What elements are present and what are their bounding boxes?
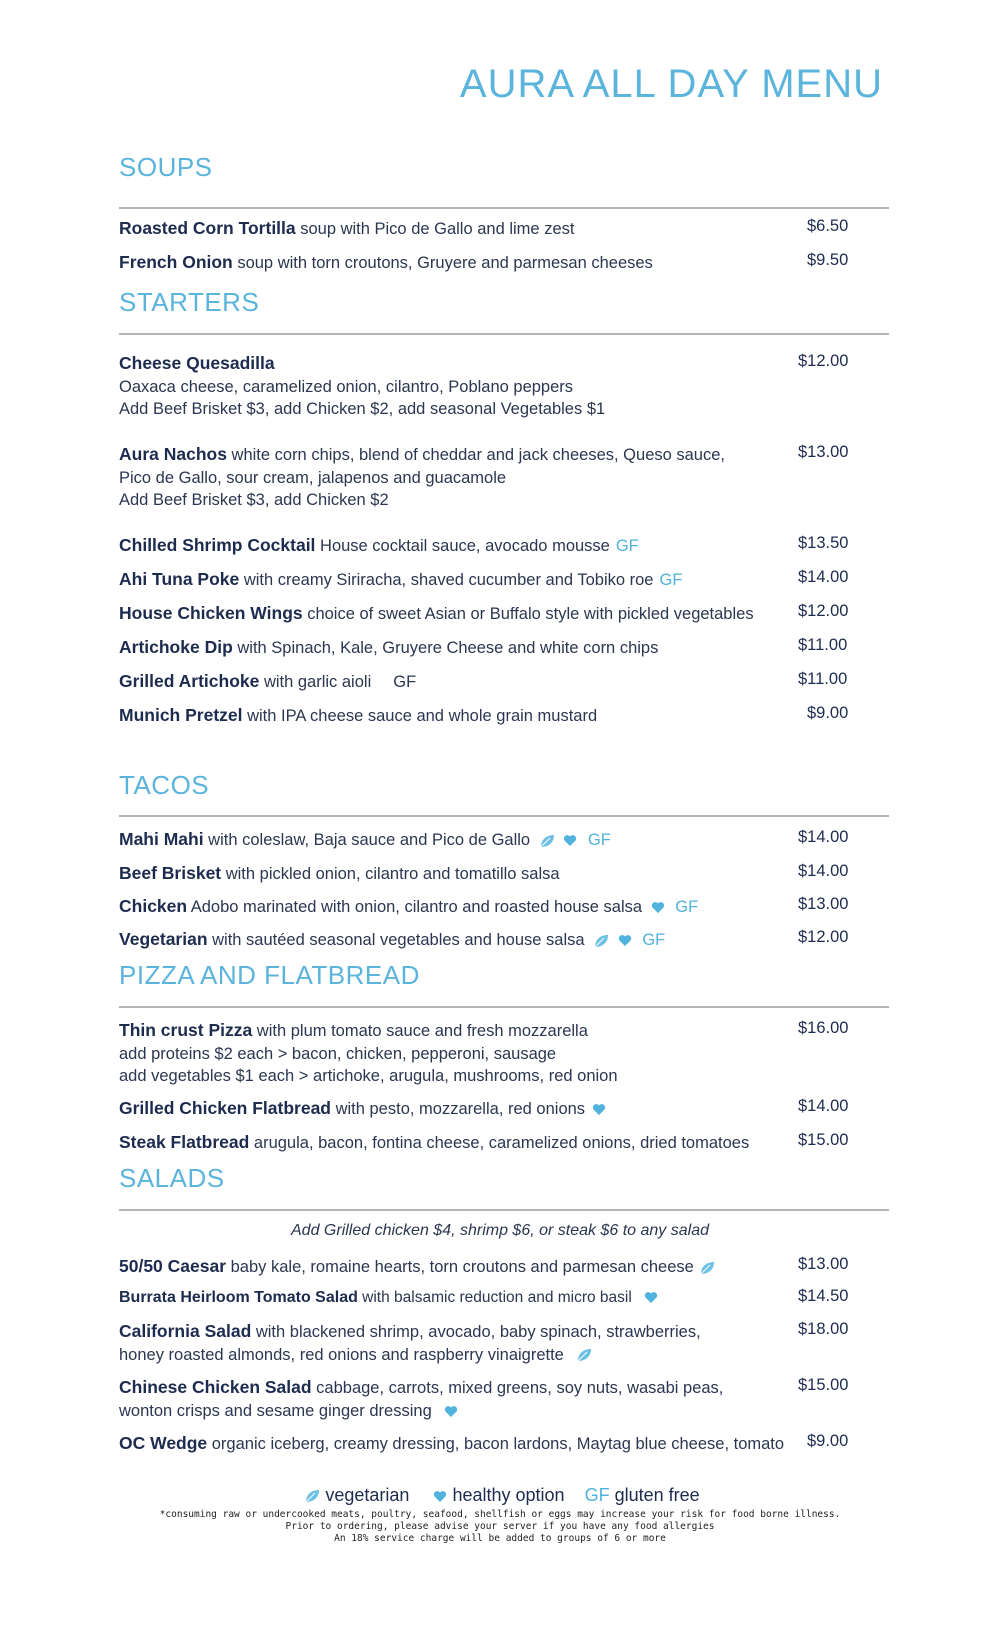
menu-item xyxy=(119,895,839,919)
leaf-icon xyxy=(539,834,555,848)
menu-item xyxy=(119,1255,839,1279)
menu-item xyxy=(119,251,839,275)
section-heading: STARTERS xyxy=(119,287,260,317)
item-name: Thin crust Pizza xyxy=(119,1020,253,1040)
item-desc: with pickled onion, cilantro and tomatillo salsa xyxy=(221,865,560,883)
section-heading: TACOS xyxy=(119,770,210,800)
menu-item xyxy=(119,602,839,626)
item-desc: with IPA cheese sauce and whole grain mustard xyxy=(242,707,598,725)
item-desc: with sautéed seasonal vegetables and house salsa xyxy=(207,931,585,949)
item-price: $14.00 xyxy=(798,828,849,846)
item-desc: with coleslaw, Baja sauce and Pico de Gallo xyxy=(203,831,531,849)
heart-icon xyxy=(563,834,577,847)
gf-badge: GF xyxy=(393,673,417,691)
item-price: $12.00 xyxy=(798,928,849,946)
item-name: OC Wedge xyxy=(119,1433,208,1453)
salad-addon-note: Add Grilled chicken $4, shrimp $6, or steak $6 to any salad xyxy=(291,1222,709,1239)
section-pizza xyxy=(119,960,889,991)
item-price: $18.00 xyxy=(798,1320,849,1338)
item-name: Aura Nachos xyxy=(119,444,227,464)
item-price: $12.00 xyxy=(798,602,849,620)
item-desc-line: Add Beef Brisket $3, add Chicken $2, add seasonal Vegetables $1 xyxy=(119,400,606,418)
item-desc-line: Oaxaca cheese, caramelized onion, cilantro, Poblano peppers xyxy=(119,377,574,396)
gf-badge: GF xyxy=(615,537,639,555)
section-starters xyxy=(119,287,889,318)
item-name: French Onion xyxy=(119,252,233,272)
menu-item xyxy=(119,1019,839,1088)
item-name: 50/50 Caesar xyxy=(119,1256,227,1276)
heart-icon xyxy=(618,934,632,947)
item-desc: choice of sweet Asian or Buffalo style with pickled vegetables xyxy=(302,605,754,623)
item-price: $12.00 xyxy=(798,352,849,370)
item-price: $9.50 xyxy=(807,251,849,269)
item-desc: organic iceberg, creamy dressing, bacon lardons, Maytag blue cheese, tomato xyxy=(207,1435,785,1453)
gf-badge: GF xyxy=(587,831,611,849)
item-name: Cheese Quesadilla xyxy=(119,353,275,373)
fine-print-line: An 18% service charge will be added to groups of 6 or more xyxy=(334,1533,666,1544)
item-desc: with Spinach, Kale, Gruyere Cheese and white corn chips xyxy=(232,639,659,657)
section-tacos xyxy=(119,770,889,801)
item-desc-line: wonton crisps and sesame ginger dressing xyxy=(119,1401,432,1420)
item-name: Steak Flatbread xyxy=(119,1132,250,1152)
menu-item xyxy=(119,217,839,241)
item-name: Chilled Shrimp Cocktail xyxy=(119,535,316,555)
item-desc: soup with Pico de Gallo and lime zest xyxy=(295,220,575,238)
menu-item xyxy=(119,928,839,952)
item-price: $16.00 xyxy=(798,1019,849,1037)
menu-item xyxy=(119,1376,839,1422)
item-desc: white corn chips, blend of cheddar and jack cheeses, Queso sauce, xyxy=(226,446,725,464)
menu-item xyxy=(119,1287,839,1310)
item-name: Vegetarian xyxy=(119,929,208,949)
menu-item xyxy=(119,670,839,694)
item-price: $15.00 xyxy=(798,1131,849,1149)
item-price: $9.00 xyxy=(807,1432,849,1450)
item-price: $11.00 xyxy=(798,670,848,688)
item-name: Mahi Mahi xyxy=(119,829,204,849)
menu-item xyxy=(119,828,839,852)
legend xyxy=(0,1485,1000,1506)
gf-badge: GF xyxy=(642,931,666,949)
heart-icon xyxy=(651,901,665,914)
fine-print xyxy=(0,1509,1000,1545)
heart-icon xyxy=(592,1103,606,1116)
item-name: Burrata Heirloom Tomato Salad xyxy=(119,1289,358,1306)
item-price: $14.00 xyxy=(798,568,849,586)
item-name: Grilled Chicken Flatbread xyxy=(119,1098,331,1118)
item-name: Grilled Artichoke xyxy=(119,671,260,691)
legend-gf-text: gluten free xyxy=(614,1485,700,1505)
item-desc: with blackened shrimp, avocado, baby spinach, strawberries, xyxy=(251,1323,701,1341)
section-heading: SALADS xyxy=(119,1163,225,1193)
fine-print-line: *consuming raw or undercooked meats, poultry, seafood, shellfish or eggs may increase your risk for food borne illness. xyxy=(159,1509,841,1520)
item-name: Ahi Tuna Poke xyxy=(119,569,240,589)
item-desc: cabbage, carrots, mixed greens, soy nuts, wasabi peas, xyxy=(311,1379,724,1397)
item-desc-line: Add Beef Brisket $3, add Chicken $2 xyxy=(119,491,389,509)
section-soups xyxy=(119,152,889,183)
menu-title: AURA ALL DAY MENU xyxy=(459,62,883,106)
legend-gf-mark: GF xyxy=(584,1485,610,1505)
heart-icon xyxy=(433,1490,447,1503)
heart-icon xyxy=(444,1405,458,1418)
section-heading: SOUPS xyxy=(119,152,213,182)
item-price: $9.00 xyxy=(807,704,849,722)
leaf-icon xyxy=(304,1489,320,1503)
item-name: Chicken xyxy=(119,896,188,916)
item-name: Artichoke Dip xyxy=(119,637,233,657)
menu-item xyxy=(119,636,839,660)
menu-item xyxy=(119,1320,839,1366)
divider xyxy=(119,815,889,817)
item-desc: with creamy Siriracha, shaved cucumber and Tobiko roe xyxy=(239,571,654,589)
item-price: $14.50 xyxy=(798,1287,849,1305)
menu-item xyxy=(119,704,839,728)
item-desc-line: Pico de Gallo, sour cream, jalapenos and guacamole xyxy=(119,468,507,487)
item-desc-line: honey roasted almonds, red onions and raspberry vinaigrette xyxy=(119,1345,564,1364)
item-desc: soup with torn croutons, Gruyere and parmesan cheeses xyxy=(232,254,653,272)
divider xyxy=(119,333,889,335)
gf-badge: GF xyxy=(659,571,683,589)
legend-healthy: healthy option xyxy=(452,1485,565,1505)
item-price: $13.50 xyxy=(798,534,849,552)
divider xyxy=(119,1006,889,1008)
item-price: $14.00 xyxy=(798,1097,849,1115)
item-price: $6.50 xyxy=(807,217,849,235)
item-desc: with pesto, mozzarella, red onions xyxy=(331,1100,586,1118)
section-salads xyxy=(119,1163,889,1194)
item-price: $11.00 xyxy=(798,636,848,654)
menu-item xyxy=(119,1131,839,1155)
item-desc: baby kale, romaine hearts, torn croutons and parmesan cheese xyxy=(226,1258,694,1276)
item-name: House Chicken Wings xyxy=(119,603,303,623)
item-desc: House cocktail sauce, avocado mousse xyxy=(315,537,610,555)
item-desc: with balsamic reduction and micro basil xyxy=(357,1289,632,1306)
menu-item xyxy=(119,862,839,886)
legend-vegetarian: vegetarian xyxy=(325,1485,410,1505)
item-desc-line: add proteins $2 each > bacon, chicken, pepperoni, sausage xyxy=(119,1044,557,1063)
item-name: California Salad xyxy=(119,1321,252,1341)
item-name: Chinese Chicken Salad xyxy=(119,1377,312,1397)
menu-item xyxy=(119,352,839,421)
item-price: $13.00 xyxy=(798,443,849,461)
gf-badge: GF xyxy=(675,898,699,916)
menu-item xyxy=(119,443,839,512)
item-price: $15.00 xyxy=(798,1376,849,1394)
menu-item xyxy=(119,534,839,558)
item-desc: with garlic aioli xyxy=(259,673,372,691)
section-heading: PIZZA AND FLATBREAD xyxy=(119,960,420,990)
menu-item xyxy=(119,1097,839,1121)
item-desc-line: add vegetables $1 each > artichoke, arugula, mushrooms, red onion xyxy=(119,1067,618,1085)
leaf-icon xyxy=(593,934,609,948)
item-desc: Adobo marinated with onion, cilantro and roasted house salsa xyxy=(187,898,643,916)
item-desc: with plum tomato sauce and fresh mozzarella xyxy=(252,1022,588,1040)
fine-print-line: Prior to ordering, please advise your server if you have any food allergies xyxy=(285,1521,715,1532)
item-price: $13.00 xyxy=(798,895,849,913)
leaf-icon xyxy=(699,1261,715,1275)
heart-icon xyxy=(644,1291,658,1304)
divider xyxy=(119,1209,889,1211)
item-name: Roasted Corn Tortilla xyxy=(119,218,296,238)
leaf-icon xyxy=(576,1348,592,1362)
item-price: $13.00 xyxy=(798,1255,849,1273)
item-name: Munich Pretzel xyxy=(119,705,243,725)
divider xyxy=(119,207,889,209)
item-name: Beef Brisket xyxy=(119,863,222,883)
menu-item xyxy=(119,1432,799,1456)
menu-item xyxy=(119,568,839,592)
item-price: $14.00 xyxy=(798,862,849,880)
item-desc: arugula, bacon, fontina cheese, caramelized onions, dried tomatoes xyxy=(249,1134,750,1152)
